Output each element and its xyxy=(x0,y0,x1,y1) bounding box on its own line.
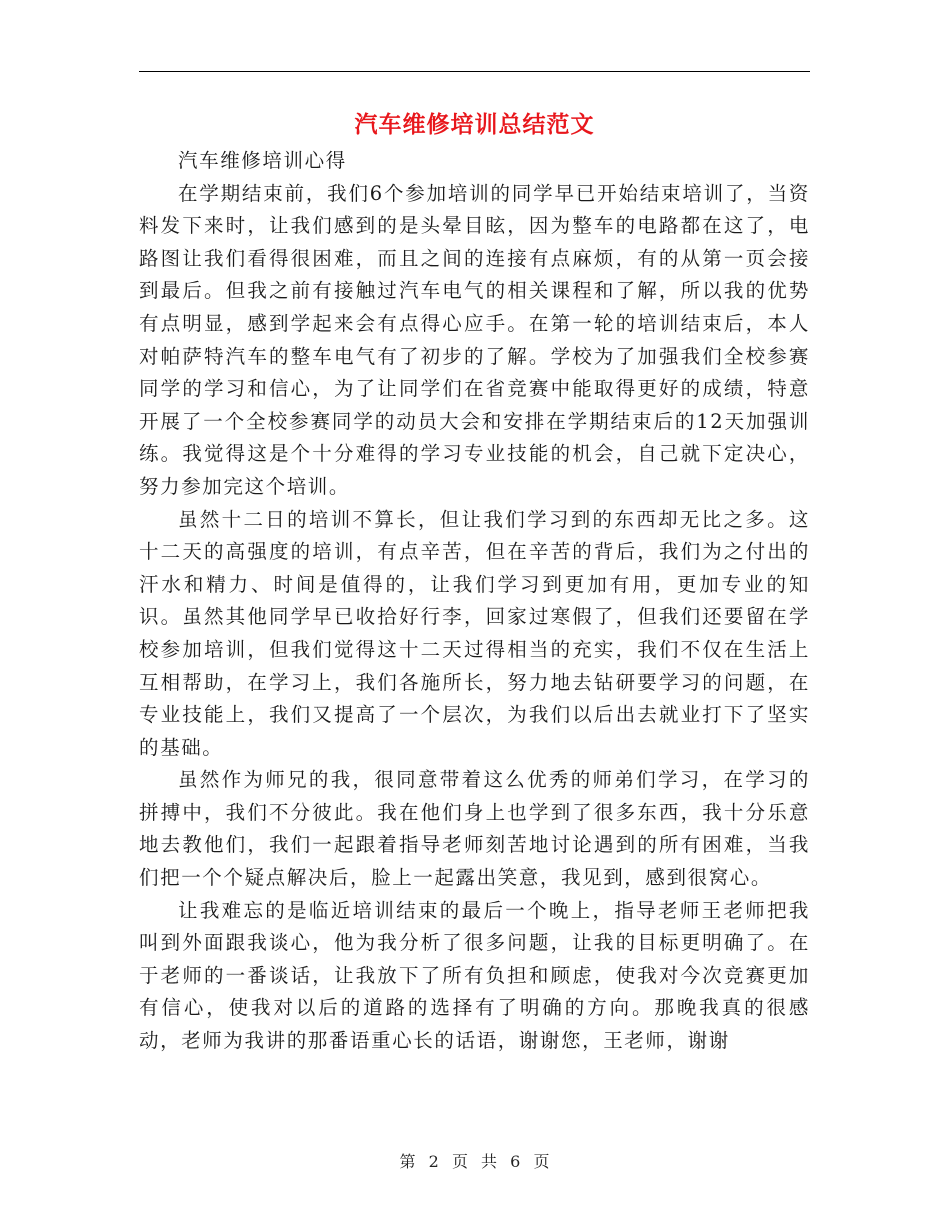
paragraph-subtitle: 汽车维修培训心得 xyxy=(178,149,347,172)
page-footer xyxy=(0,1150,950,1174)
footer-prefix: 第 xyxy=(399,1152,417,1171)
paragraph: 虽然十二日的培训不算长，但让我们学习到的东西却无比之多。这十二天的高强度的培训，有点辛苦，但在辛苦的背后，我们为之付出的汗水和精力、时间是值得的，让我们学习到更加有用，更加专业的知识。虽然其他同学早已收拾好行李，回家过寒假了，但我们还要留在学校参加培训，但我们觉得这十二天过得相当的充实，我们不仅在生活上互相帮助，在学习上，我们各施所长，努力地去钻研要学习的问题，在专业技能上，我们又提高了一个层次，为我们以后出去就业打下了坚实的基础。 xyxy=(139,507,810,759)
header-rule xyxy=(139,71,810,72)
footer-suffix: 页 xyxy=(533,1152,551,1171)
document-title: 汽车维修培训总结范文 xyxy=(354,111,595,138)
footer-page-unit: 页 xyxy=(451,1152,469,1171)
total-pages-number: 6 xyxy=(510,1152,522,1171)
paragraph: 虽然作为师兄的我，很同意带着这么优秀的师弟们学习，在学习的拼搏中，我们不分彼此。我在他们身上也学到了很多东西，我十分乐意地去教他们，我们一起跟着指导老师刻苦地讨论遇到的所有困难，当我们把一个个疑点解决后，脸上一起露出笑意，我见到，感到很窝心。 xyxy=(139,768,810,890)
footer-total-word: 共 xyxy=(481,1152,499,1171)
current-page-number: 2 xyxy=(428,1152,440,1171)
paragraph: 在学期结束前，我们6个参加培训的同学早已开始结束培训了，当资料发下来时，让我们感到的是头晕目眩，因为整车的电路都在这了，电路图让我们看得很困难，而且之间的连接有点麻烦，有的从第一页会接到最后。但我之前有接触过汽车电气的相关课程和了解，所以我的优势有点明显，感到学起来会有点得心应手。在第一轮的培训结束后，本人对帕萨特汽车的整车电气有了初步的了解。学校为了加强我们全校参赛同学的学习和信心，为了让同学们在省竞赛中能取得更好的成绩，特意开展了一个全校参赛同学的动员大会和安排在学期结束后的12天加强训练。我觉得这是个十分难得的学习专业技能的机会，自己就下定决心，努力参加完这个培训。 xyxy=(139,181,810,498)
paragraph: 让我难忘的是临近培训结束的最后一个晚上，指导老师王老师把我叫到外面跟我谈心，他为我分析了很多问题，让我的目标更明确了。在于老师的一番谈话，让我放下了所有负担和顾虑，使我对今次竞赛更加有信心，使我对以后的道路的选择有了明确的方向。那晚我真的很感动，老师为我讲的那番语重心长的话语，谢谢您，王老师，谢谢 xyxy=(139,898,810,1053)
document-body xyxy=(139,145,810,1058)
